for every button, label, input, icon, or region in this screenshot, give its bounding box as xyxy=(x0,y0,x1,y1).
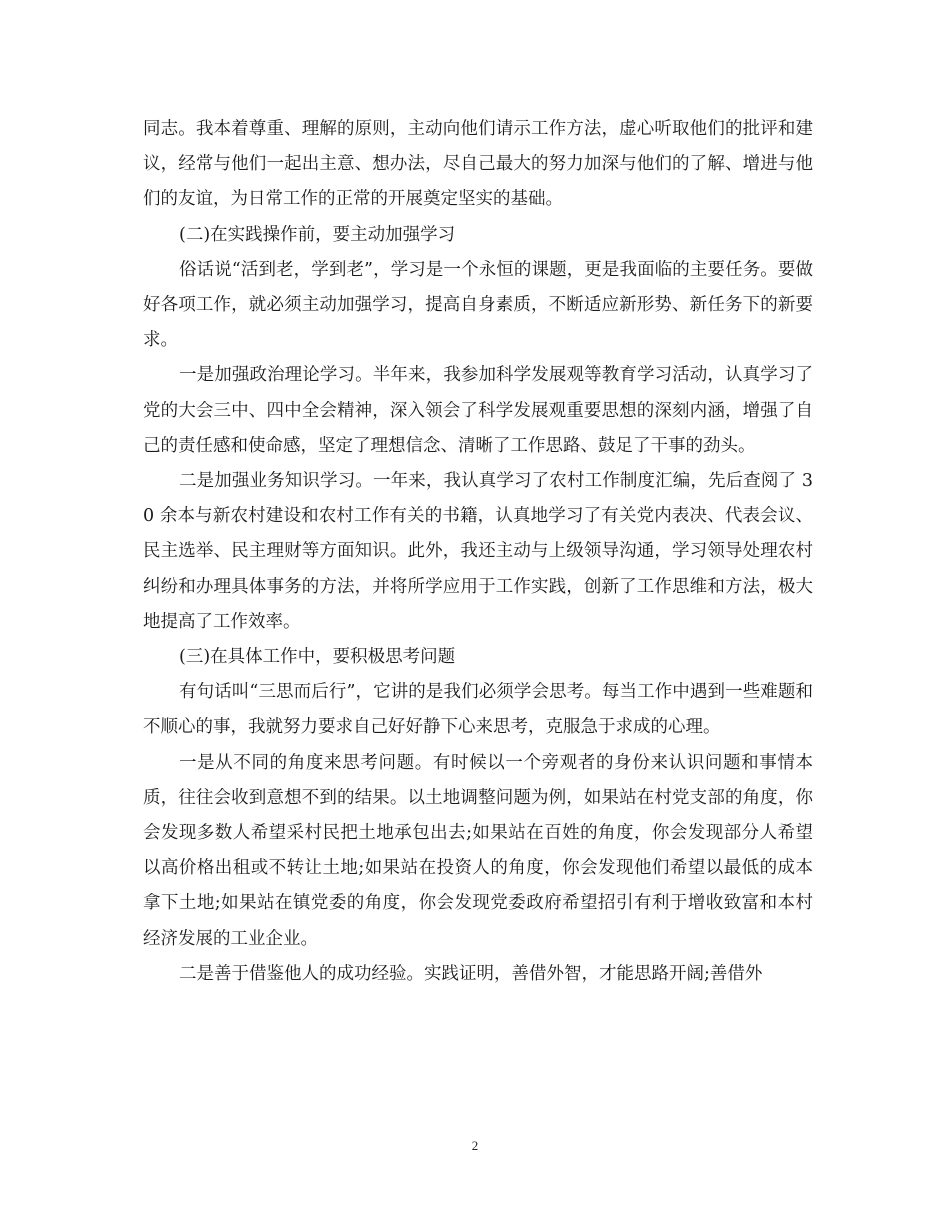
paragraph: 俗话说“活到老，学到老”，学习是一个永恒的课题，更是我面临的主要任务。要做好各项工作，就必须主动加强学习，提高自身素质，不断适应新形势、新任务下的新要求。 xyxy=(143,259,813,351)
paragraph: 二是善于借鉴他人的成功经验。实践证明，善借外智，才能思路开阔;善借外 xyxy=(179,963,763,984)
paragraph: 有句话叫“三思而后行”，它讲的是我们必须学会思考。每当工作中遇到一些难题和不顺心的事，我就努力要求自己好好静下心来思考，克服急于求成的心理。 xyxy=(143,682,813,738)
paragraph: 一是加强政治理论学习。半年来，我参加科学发展观等教育学习活动，认真学习了党的大会三中、四中全会精神，深入领会了科学发展观重要思想的深刻内涵，增强了自己的责任感和使命感，坚定了理想信念、清晰了工作思路、鼓足了干事的劲头。 xyxy=(143,365,813,456)
paragraph: 二是加强业务知识学习。一年来，我认真学习了农村工作制度汇编，先后查阅了 30 余本与新农村建设和农村工作有关的书籍，认真地学习了有关党内表决、代表会议、民主选举、民主理财等方面知识。此外，我还主动与上级领导沟通，学习领导处理农村纠纷和办理具体事务的方法，并将所学应用于工作实践，创新了工作思维和方法，极大地提高了工作效率。 xyxy=(143,471,813,632)
paragraph-continuation: 同志。我本着尊重、理解的原则，主动向他们请示工作方法，虚心听取他们的批评和建议，经常与他们一起出主意、想办法，尽自己最大的努力加深与他们的了解、增进与他们的友谊，为日常工作的正常的开展奠定坚实的基础。 xyxy=(143,119,813,210)
paragraph: 一是从不同的角度来思考问题。有时候以一个旁观者的身份来认识问题和事情本质，往往会收到意想不到的结果。以土地调整问题为例，如果站在村党支部的角度，你会发现多数人希望采村民把土地承包出去;如果站在百姓的角度，你会发现部分人希望以高价格出租或不转让土地;如果站在投资人的角度，你会发现他们希望以最低的成本拿下土地;如果站在镇党委的角度，你会发现党委政府希望招引有利于增收致富和本村经济发展的工业企业。 xyxy=(143,752,813,949)
body-text xyxy=(143,112,813,992)
page-number: 2 xyxy=(471,1138,479,1153)
section-heading-2: (二)在实践操作前，要主动加强学习 xyxy=(179,224,456,245)
section-heading-3: (三)在具体工作中，要积极思考问题 xyxy=(179,647,456,668)
